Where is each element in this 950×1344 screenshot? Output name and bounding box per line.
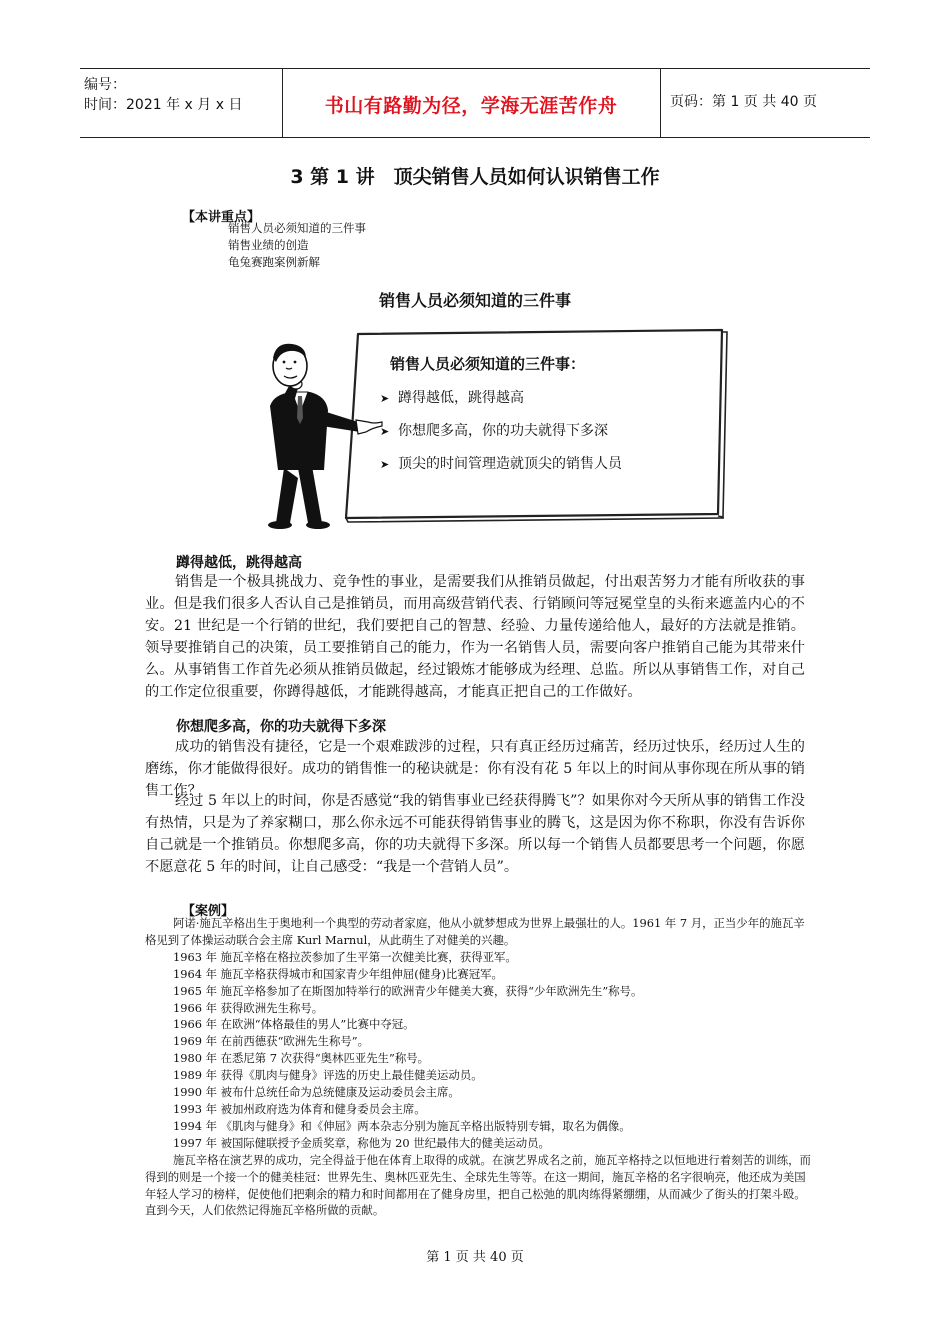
timeline-entry: 1997 年 被国际健联授予金质奖章，称他为 20 世纪最伟大的健美运动员。 [173,1135,550,1150]
number-label: 编号： [84,77,126,93]
key-point-item: 龟兔赛跑案例新解 [228,255,320,269]
case-conclusion: 施瓦辛格在演艺界的成功，完全得益于他在体育上取得的成就。在演艺界成名之前，施瓦辛格持之以恒地进行着刻苦的训练，而得到的则是一个接一个的健美桂冠：世界先生、奥林匹亚先生、全球先生等等。在这一期间，施瓦辛格的名字很响亮，他还成为美国年轻人学习的榜样，促使他们把剩余的精力和时间都用在了健身房里，把自己松弛的肌肉练得紧绷绷，从而减少了街头的打架斗殴。直到今天，人们依然记得施瓦辛格所做的贡献。 [145,1152,811,1218]
section-title: 销售人员必须知道的三件事 [378,291,571,310]
pointing-businessman-illustration [240,318,390,533]
case-intro: 阿诺·施瓦辛格出生于奥地利一个典型的劳动者家庭，他从小就梦想成为世界上最强壮的人。1961 年 7 月，正当少年的施瓦辛格见到了体操运动联合会主席 Kurl Marnul，从此萌生了对健美的兴趣。 [145,916,805,947]
figure-list-item [380,415,622,448]
header-page-info: 页码：第 1 页 共 40 页 [670,94,817,110]
header-divider [660,69,661,137]
section-heading: 蹲得越低，跳得越高 [176,555,302,571]
arrow-bullet-icon: ➤ [380,425,390,438]
figure-list-item [380,448,622,481]
body-paragraph: 销售是一个极具挑战力、竞争性的事业，是需要我们从推销员做起，付出艰苦努力才能有所收获的事业。但是我们很多人否认自己是推销员，而用高级营销代表、行销顾问等冠冕堂皇的头衔来遮盖内心的不安。21 世纪是一个行销的世纪，我们要把自己的智慧、经验、力量传递给他人，最好的方法就是推销。领导要推销自己的决策，员工要推销自己的能力，作为一名销售人员，需要向客户推销自己能为其带来什么。从事销售工作首先必须从推销员做起，经过锻炼才能够成为经理、总监。所以从事销售工作，对自己的工作定位很重要，你蹲得越低，才能跳得越高，才能真正把自己的工作做好。 [145,574,805,700]
document-header [80,68,870,138]
timeline-entry: 1966 年 在欧洲“体格最佳的男人”比赛中夺冠。 [173,1017,415,1032]
arrow-bullet-icon: ➤ [380,392,390,405]
page-footer: 第 1 页 共 40 页 [426,1250,524,1265]
key-point-item: 销售业绩的创造 [228,238,309,252]
figure-list-item [380,382,622,415]
key-points-heading: 【本讲重点】 [182,210,261,225]
section-heading: 你想爬多高，你的功夫就得下多深 [176,719,386,735]
timeline-entry: 1980 年 在悉尼第 7 次获得“奥林匹亚先生”称号。 [173,1051,430,1066]
timeline-entry: 1989 年 获得《肌肉与健身》评选的历史上最佳健美运动员。 [173,1068,483,1083]
timeline-entry: 1993 年 被加州政府选为体育和健身委员会主席。 [173,1101,426,1116]
timeline-entry: 1965 年 施瓦辛格参加了在斯图加特举行的欧洲青少年健美大赛，获得“少年欧洲先生”称号。 [173,983,643,998]
figure-heading: 销售人员必须知道的三件事： [390,355,586,373]
figure-item-text: 顶尖的时间管理造就顶尖的销售人员 [398,456,622,472]
key-point-item: 销售人员必须知道的三件事 [228,221,366,235]
timeline-entry: 1969 年 在前西德获“欧洲先生称号”。 [173,1034,369,1049]
header-motto: 书山有路勤为径，学海无涯苦作舟 [324,95,618,117]
case-heading: 【案例】 [182,904,235,919]
timeline-entry: 1964 年 施瓦辛格获得城市和国家青少年组伸屈(健身)比赛冠军。 [173,966,503,981]
arrow-bullet-icon: ➤ [380,458,390,471]
timeline-entry: 1990 年 被布什总统任命为总统健康及运动委员会主席。 [173,1085,460,1100]
body-paragraph: 成功的销售没有捷径，它是一个艰难跋涉的过程，只有真正经历过痛苦，经历过快乐，经历过人生的磨练，你才能做得很好。成功的销售惟一的秘诀就是：你有没有花 5 年以上的时间从事你现在所从事的销售工作？ [145,739,805,799]
figure-item-text: 你想爬多高，你的功夫就得下多深 [398,423,608,439]
case-body [145,915,815,1219]
body-paragraph: 经过 5 年以上的时间，你是否感觉“我的销售事业已经获得腾飞”？如果你对今天所从事的销售工作没有热情，只是为了养家糊口，那么你永远不可能获得销售事业的腾飞，这是因为你不称职，你没有告诉你自己就是一个推销员。你想爬多高，你的功夫就得下多深。所以每一个销售人员都要思考一个问题，你愿不愿意花 5 年的时间，让自己感受：“我是一个营销人员”。 [145,793,805,875]
three-things-figure [240,318,740,533]
timeline-entry: 1994 年 《肌肉与健身》和《伸屈》两本杂志分别为施瓦辛格出版特别专辑，取名为偶像。 [173,1118,631,1133]
header-meta [84,75,242,115]
time-label: 时间：2021 年 x 月 x 日 [84,97,243,113]
figure-list [380,382,622,481]
timeline-entry: 1963 年 施瓦辛格在格拉茨参加了生平第一次健美比赛，获得亚军。 [173,949,517,964]
key-points-list [228,220,366,271]
timeline-entry: 1966 年 获得欧洲先生称号。 [173,1000,324,1015]
page-title: 3 第 1 讲 顶尖销售人员如何认识销售工作 [290,166,660,188]
figure-item-text: 蹲得越低，跳得越高 [398,390,524,406]
